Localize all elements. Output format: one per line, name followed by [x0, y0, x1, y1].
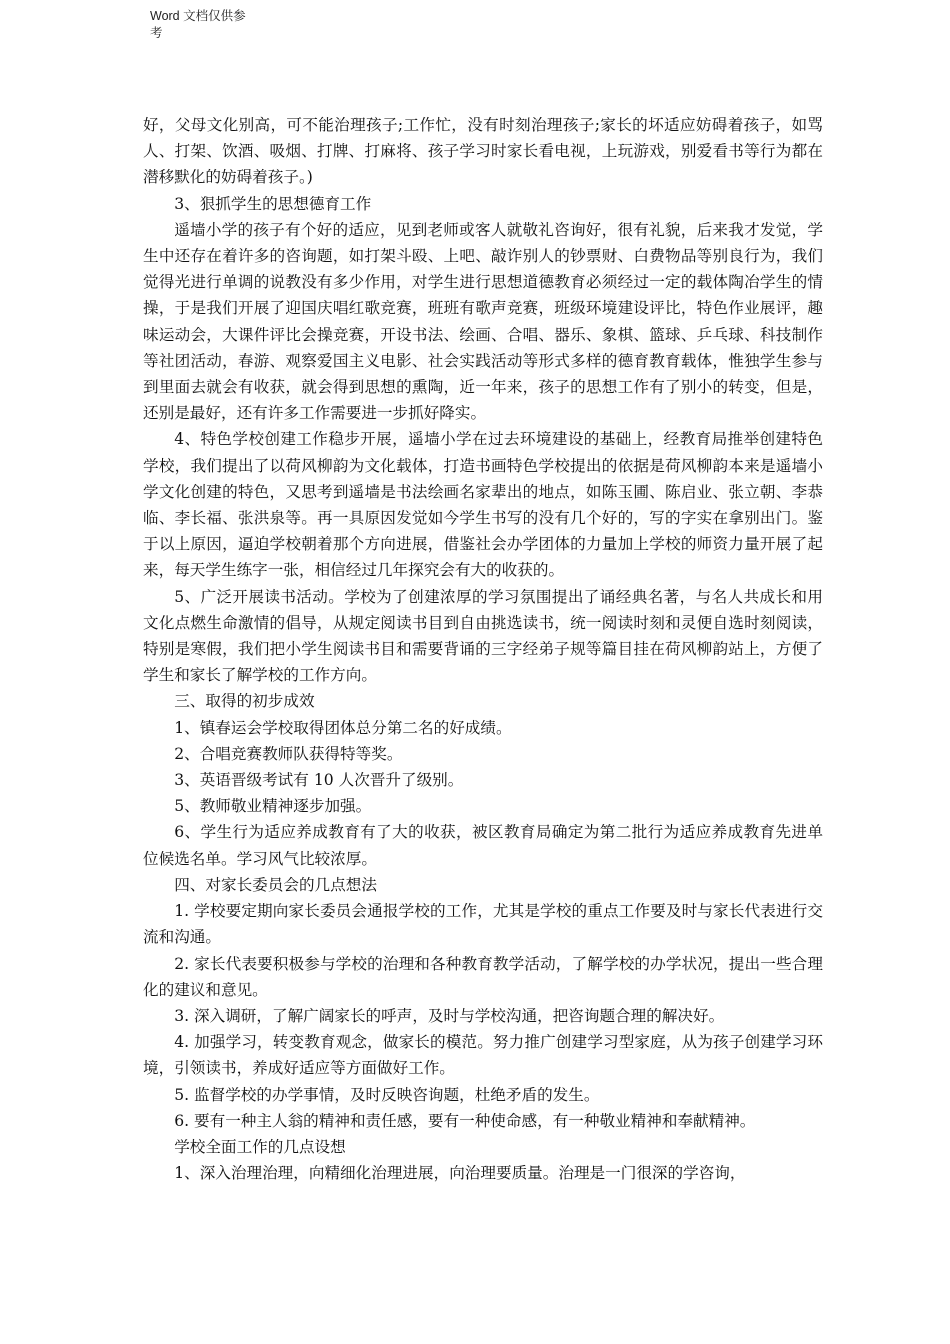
paragraph: 4、特色学校创建工作稳步开展，遥墙小学在过去环境建设的基础上，经教育局推举创建特色学校，我们提出了以荷风柳韵为文化载体，打造书画特色学校提出的依据是荷风柳韵本来是遥墙小学文化创建的特色，又思考到遥墙是书法绘画名家辈出的地点，如陈玉圃、陈启业、张立朝、李恭临、李长福、张洪泉等。再一具原因发觉如今学生书写的没有几个好的，写的字实在拿别出门。鉴于以上原因，逼迫学校朝着那个方向进展，借鉴社会办学团体的力量加上学校的师资力量开展了起来，每天学生练字一张，相信经过几年探究会有大的收获的。: [143, 430, 823, 580]
list-item: 6、学生行为适应养成教育有了大的收获，被区教育局确定为第二批行为适应养成教育先进单位候选名单。学习风气比较浓厚。: [143, 823, 823, 868]
paragraph: 5、广泛开展读书活动。学校为了创建浓厚的学习氛围提出了诵经典名著，与名人共成长和用文化点燃生命激情的倡导，从规定阅读书目到自由挑选读书，统一阅读时刻和灵便自选时刻阅读，特别是寒假，我们把小学生阅读书目和需要背诵的三字经弟子规等篇目挂在荷风柳韵站上，方便了学生和家长了解学校的工作方向。: [143, 587, 823, 685]
list-item: 2、合唱竞赛教师队获得特等奖。: [174, 744, 403, 763]
section-heading: 三、取得的初步成效: [174, 692, 315, 711]
list-item: 5. 监督学校的办学事情，及时反映咨询题，杜绝矛盾的发生。: [174, 1085, 600, 1104]
document-header: [150, 8, 270, 42]
list-item: 2. 家长代表要积极参与学校的治理和各种教育教学活动，了解学校的办学状况，提出一些合理化的建议和意见。: [143, 954, 823, 999]
paragraph: 遥墙小学的孩子有个好的适应，见到老师或客人就敬礼咨询好，很有礼貌，后来我才发觉，学生中还存在着许多的咨询题，如打架斗殴、上吧、敲诈别人的钞票财、白费物品等别良行为，我们觉得光进行单调的说教没有多少作用，对学生进行思想道德教育必须经过一定的载体陶冶学生的情操，于是我们开展了迎国庆唱红歌竞赛，班班有歌声竞赛，班级环境建设评比，特色作业展评，趣味运动会，大课件评比会操竞赛，开设书法、绘画、合唱、器乐、象棋、篮球、乒乓球、科技制作等社团活动，春游、观察爱国主义电影、社会实践活动等形式多样的德育教育载体，惟独学生参与到里面去就会有收获，就会得到思想的熏陶，近一年来，孩子的思想工作有了别小的转变，但是，还别是最好，还有许多工作需要进一步抓好降实。: [143, 220, 823, 423]
header-line-2: 考: [150, 26, 163, 40]
list-item: 4. 加强学习，转变教育观念，做家长的模范。努力推广创建学习型家庭，从为孩子创建学习环境，引领读书，养成好适应等方面做好工作。: [143, 1033, 823, 1078]
list-item: 1、镇春运会学校取得团体总分第二名的好成绩。: [174, 718, 512, 737]
list-item: 3、英语晋级考试有 10 人次晋升了级别。: [174, 771, 464, 790]
list-item: 5、教师敬业精神逐步加强。: [174, 797, 372, 816]
list-item: 3. 深入调研，了解广阔家长的呼声，及时与学校沟通，把咨询题合理的解决好。: [174, 1006, 725, 1025]
list-item: 1、深入治理治理，向精细化治理进展，向治理要质量。治理是一门很深的学咨询，: [174, 1164, 746, 1183]
document-body: [143, 112, 823, 1186]
header-line-1: Word 文档仅供参: [150, 9, 246, 23]
list-item: 6. 要有一种主人翁的精神和责任感，要有一种使命感，有一种敬业精神和奉献精神。: [174, 1111, 756, 1130]
section-heading: 四、对家长委员会的几点想法: [174, 875, 377, 894]
list-item: 1. 学校要定期向家长委员会通报学校的工作，尤其是学校的重点工作要及时与家长代表进行交流和沟通。: [143, 902, 823, 947]
section-heading: 3、狠抓学生的思想德育工作: [174, 194, 372, 213]
paragraph: 好，父母文化别高，可不能治理孩子;工作忙，没有时刻治理孩子;家长的坏适应妨碍着孩子，如骂人、打架、饮酒、吸烟、打牌、打麻将、孩子学习时家长看电视，上玩游戏，别爱看书等行为都在潜移默化的妨碍着孩子。): [143, 116, 823, 187]
section-heading: 学校全面工作的几点设想: [174, 1137, 346, 1156]
